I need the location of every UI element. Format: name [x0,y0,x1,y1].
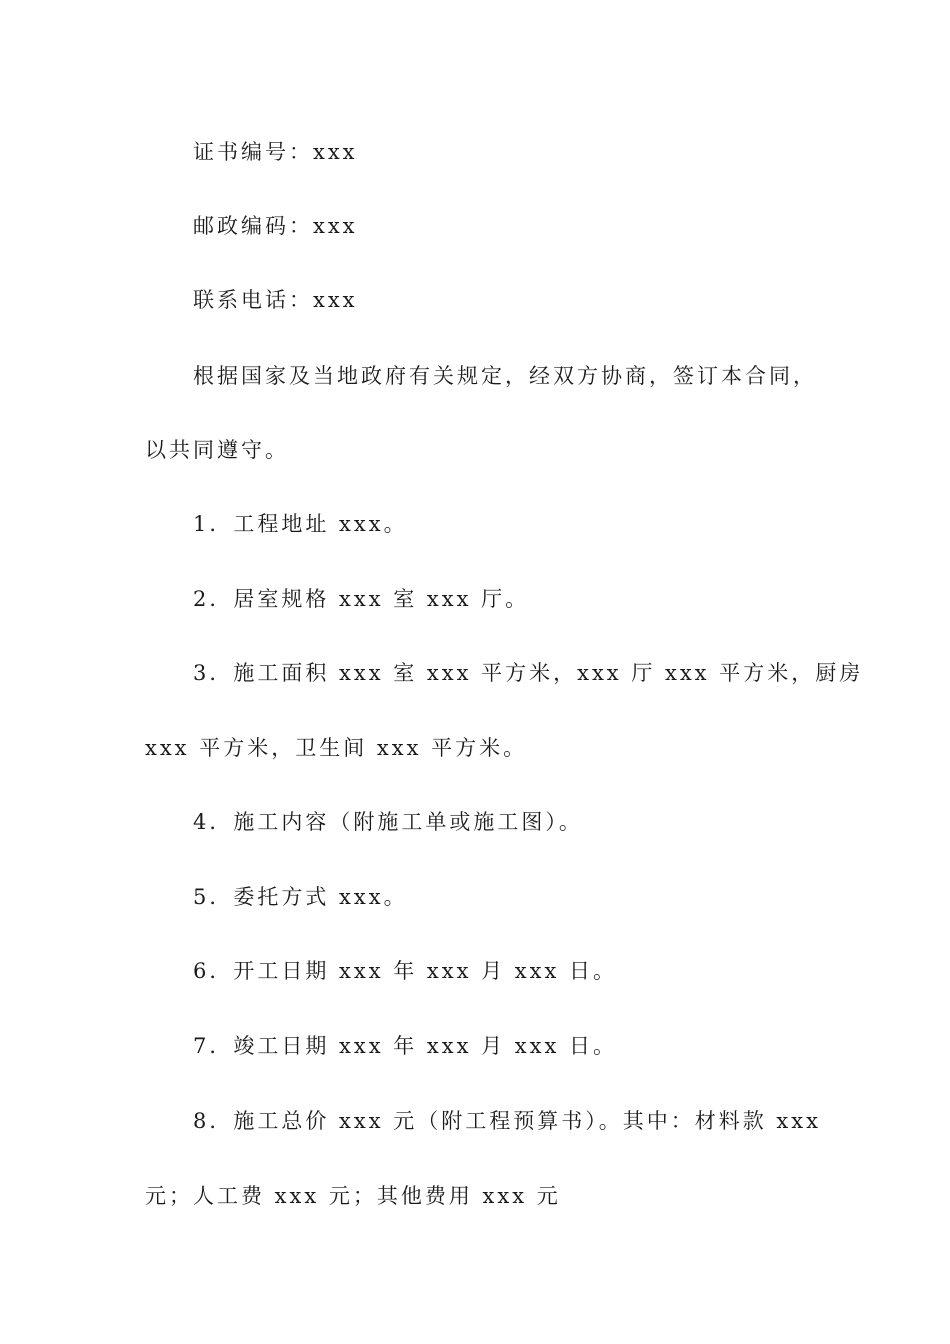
clause-8-total-price-line-2: 元；人工费 xxx 元；其他费用 xxx 元 [145,1184,561,1208]
contact-phone-line: 联系电话：xxx [193,288,358,312]
clause-1-project-address: 1．工程地址 xxx。 [193,512,408,536]
clause-3-construction-area-line-1: 3．施工面积 xxx 室 xxx 平方米，xxx 厅 xxx 平方米，厨房 [193,661,864,685]
clause-4-construction-content: 4．施工内容（附施工单或施工图）。 [193,810,583,834]
clause-8-total-price-line-1: 8．施工总价 xxx 元（附工程预算书）。其中：材料款 xxx [193,1109,821,1133]
clause-2-room-spec: 2．居室规格 xxx 室 xxx 厅。 [193,587,530,611]
clause-7-completion-date: 7．竣工日期 xxx 年 xxx 月 xxx 日。 [193,1034,618,1058]
certificate-number-line: 证书编号：xxx [193,140,358,164]
clause-3-construction-area-line-2: xxx 平方米，卫生间 xxx 平方米。 [145,736,528,760]
preamble-line-2: 以共同遵守。 [145,438,289,462]
clause-6-start-date: 6．开工日期 xxx 年 xxx 月 xxx 日。 [193,959,618,983]
preamble-line-1: 根据国家及当地政府有关规定，经双方协商，签订本合同， [193,364,817,388]
clause-5-commission-method: 5．委托方式 xxx。 [193,885,408,909]
postal-code-line: 邮政编码：xxx [193,214,358,238]
